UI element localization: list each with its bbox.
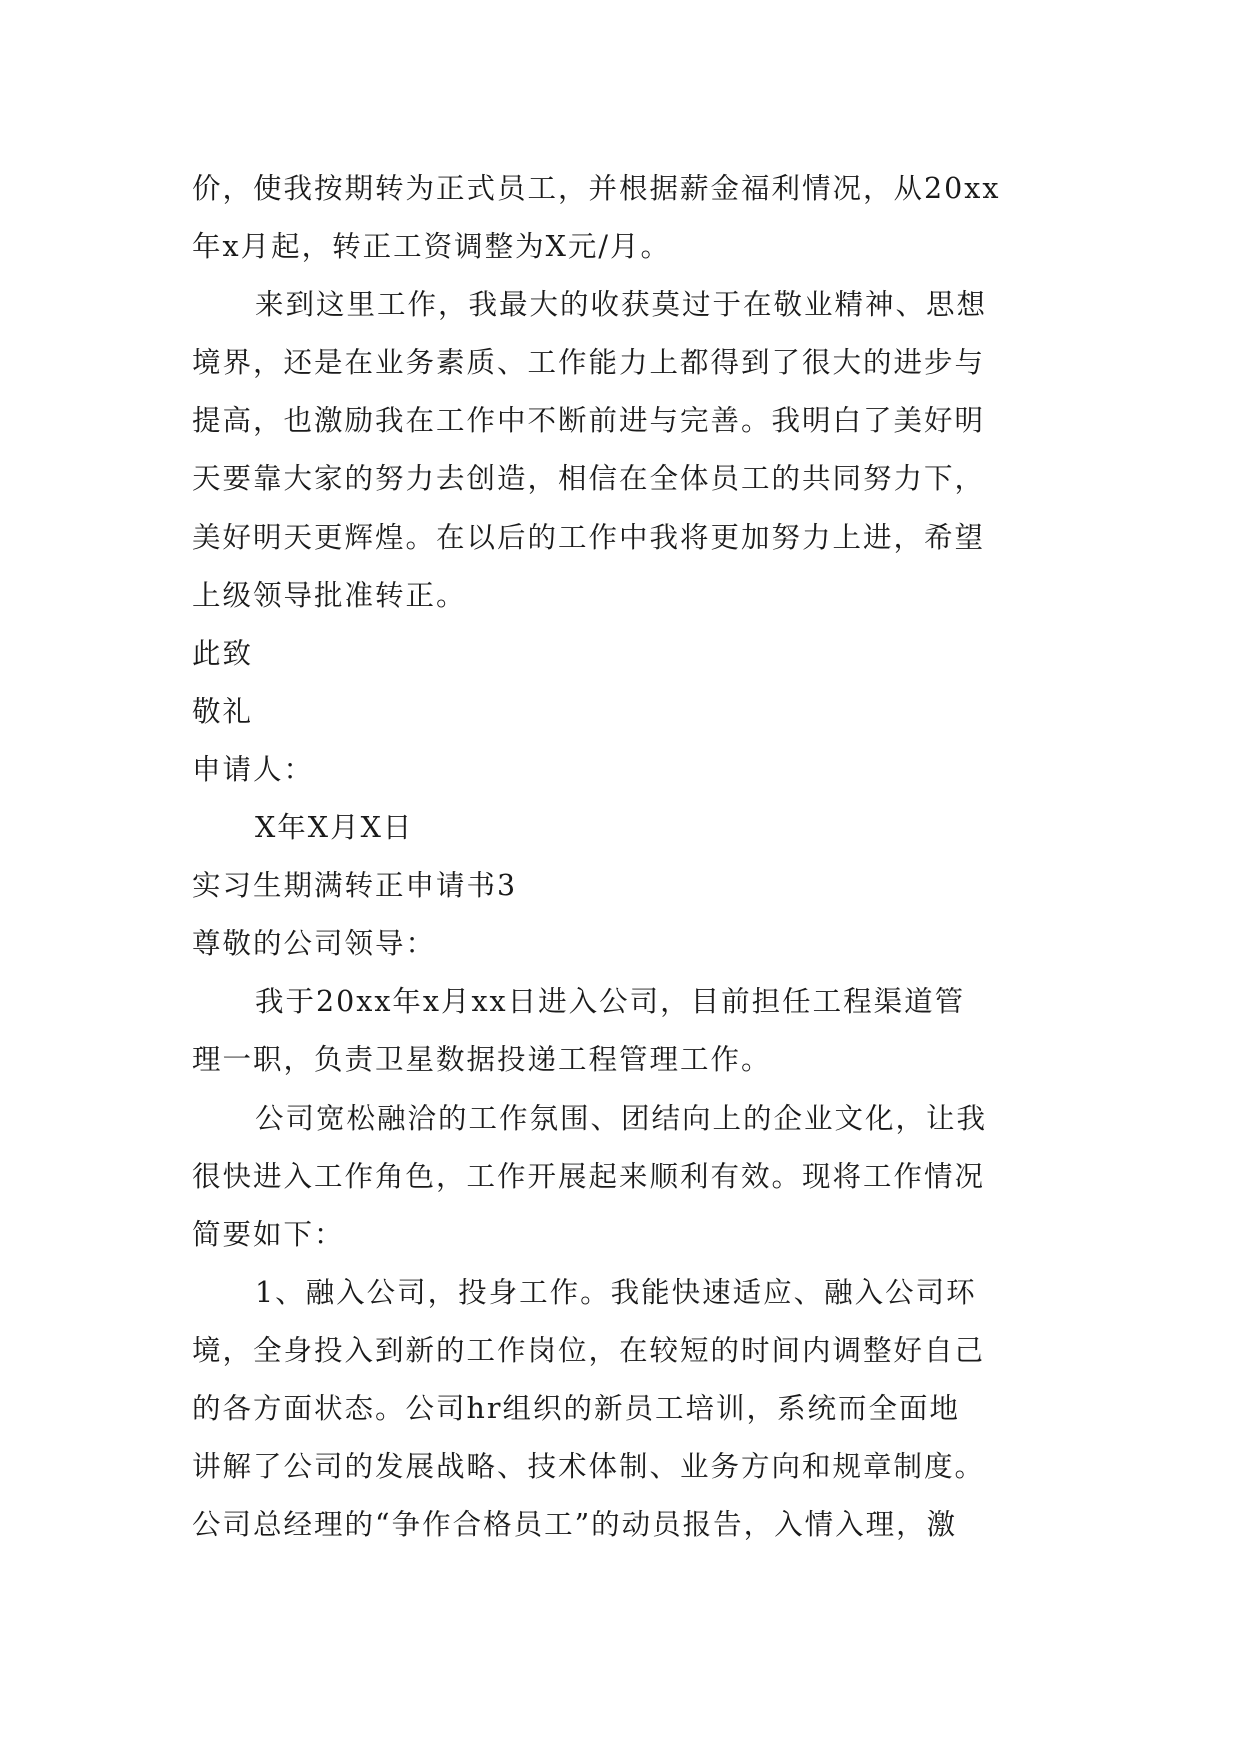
text-line: 上级领导批准转正。: [192, 578, 467, 612]
text-line: 公司总经理的“争作合格员工”的动员报告，入情入理，激: [192, 1508, 958, 1542]
section-title: 实习生期满转正申请书3: [192, 869, 518, 903]
text-line: 境，全身投入到新的工作岗位，在较短的时间内调整好自己: [192, 1333, 986, 1367]
text-line: 公司宽松融洽的工作氛围、团结向上的企业文化，让我: [255, 1101, 988, 1135]
text-line: 提高，也激励我在工作中不断前进与完善。我明白了美好明: [192, 404, 986, 438]
text-line: 境界，还是在业务素质、工作能力上都得到了很大的进步与: [192, 346, 986, 380]
text-line: 很快进入工作角色，工作开展起来顺利有效。现将工作情况: [192, 1159, 986, 1193]
greeting-line: 尊敬的公司领导：: [192, 927, 437, 961]
date-line: X年X月X日: [255, 811, 414, 845]
text-line: 价，使我按期转为正式员工，并根据薪金福利情况，从20xx: [192, 172, 1001, 205]
text-line: 天要靠大家的努力去创造，相信在全体员工的共同努力下，: [192, 462, 986, 496]
text-line: 的各方面状态。公司hr组织的新员工培训，系统而全面地: [192, 1391, 960, 1425]
text-line: 美好明天更辉煌。在以后的工作中我将更加努力上进，希望: [192, 520, 986, 554]
document-body: [192, 160, 1062, 1554]
text-line: 我于20xx年x月xx日进入公司，目前担任工程渠道管: [255, 985, 966, 1019]
text-line: 年x月起，转正工资调整为X元/月。: [192, 230, 671, 264]
text-line: 来到这里工作，我最大的收获莫过于在敬业精神、思想: [255, 288, 988, 322]
text-line: 理一职，负责卫星数据投递工程管理工作。: [192, 1043, 772, 1077]
applicant-line: 申请人：: [192, 752, 315, 786]
text-line: 讲解了公司的发展战略、技术体制、业务方向和规章制度。: [192, 1450, 986, 1484]
salutation-line: 敬礼: [192, 694, 254, 728]
closing-line: 此致: [192, 636, 254, 670]
text-line: 1、融入公司，投身工作。我能快速适应、融入公司环: [255, 1275, 977, 1309]
text-line: 简要如下：: [192, 1217, 345, 1251]
